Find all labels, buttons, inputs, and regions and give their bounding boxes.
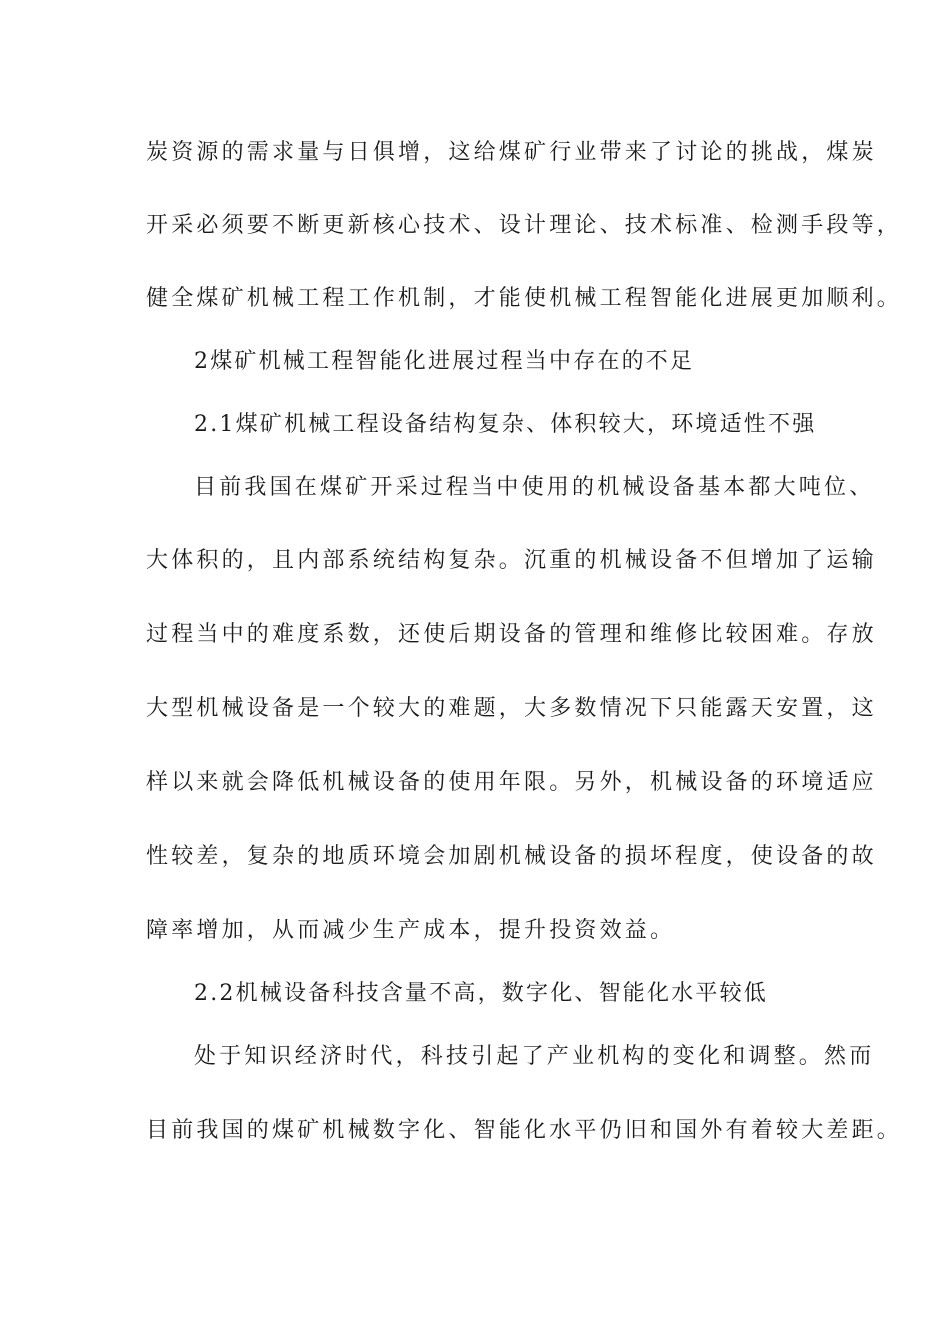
paragraph-line: 样以来就会降低机械设备的使用年限。另外，机械设备的环境适应 bbox=[146, 770, 877, 795]
paragraph-line: 性较差，复杂的地质环境会加剧机械设备的损坏程度，使设备的故 bbox=[146, 844, 877, 869]
paragraph-line: 健全煤矿机械工程工作机制，才能使机械工程智能化进展更加顺利。 bbox=[146, 286, 903, 311]
paragraph-line: 目前我国在煤矿开采过程当中使用的机械设备基本都大吨位、 bbox=[194, 475, 875, 500]
paragraph-line: 处于知识经济时代，科技引起了产业机构的变化和调整。然而 bbox=[194, 1044, 875, 1069]
paragraph-line: 目前我国的煤矿机械数字化、智能化水平仍旧和国外有着较大差距。 bbox=[146, 1118, 903, 1143]
subsection-heading: 2.1煤矿机械工程设备结构复杂、体积较大，环境适性不强 bbox=[194, 412, 817, 437]
paragraph-line: 过程当中的难度系数，还使后期设备的管理和维修比较困难。存放 bbox=[146, 622, 877, 647]
paragraph-line: 开采必须要不断更新核心技术、设计理论、技术标准、检测手段等， bbox=[146, 213, 903, 238]
paragraph-line: 障率增加，从而减少生产成本，提升投资效益。 bbox=[146, 918, 676, 943]
subsection-heading: 2.2机械设备科技含量不高，数字化、智能化水平较低 bbox=[194, 981, 768, 1006]
paragraph-line: 大型机械设备是一个较大的难题，大多数情况下只能露天安置，这 bbox=[146, 696, 877, 721]
paragraph-line: 大体积的，且内部系统结构复杂。沉重的机械设备不但增加了运输 bbox=[146, 548, 877, 573]
section-heading: 2煤矿机械工程智能化进展过程当中存在的不足 bbox=[194, 349, 695, 374]
paragraph-line: 炭资源的需求量与日俱增，这给煤矿行业带来了讨论的挑战，煤炭 bbox=[146, 140, 877, 165]
